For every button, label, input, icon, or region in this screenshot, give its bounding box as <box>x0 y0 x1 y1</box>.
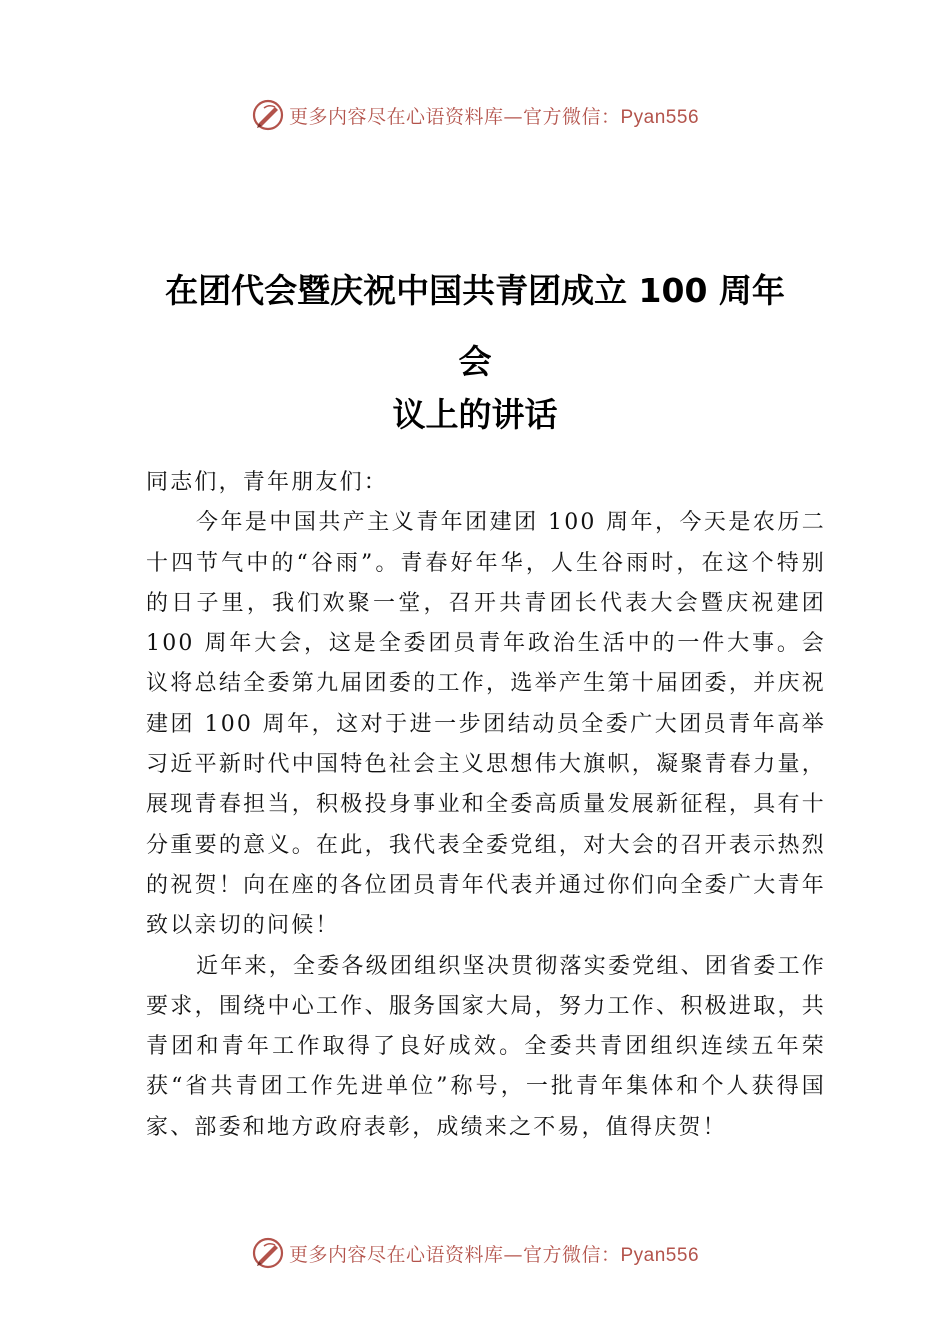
header-banner <box>0 95 950 135</box>
pen-logo-icon <box>251 98 285 132</box>
footer-banner-text: 更多内容尽在心语资料库—官方微信： <box>288 1243 621 1266</box>
document-body <box>146 463 826 1148</box>
footer-banner <box>0 1233 950 1273</box>
document-title-line2: 会 <box>458 342 492 381</box>
paragraph-1: 今年是中国共产主义青年团建团 100 周年，今天是农历二十四节气中的“谷雨”。青春好年华，人生谷雨时，在这个特别的日子里，我们欢聚一堂，召开共青团长代表大会暨庆祝建团 100 周年大会，这是全委团员青年政治生活中的一件大事。会议将总结全委第九届团委的工作，选举产生第十届团委，并庆祝建团 100 周年，这对于进一步团结动员全委广大团员青年高举习近平新时代中国特色社会主义思想伟大旗帜，凝聚青春力量，展现青春担当，积极投身事业和全委高质量发展新征程，具有十分重要的意义。在此，我代表全委党组，对大会的召开表示热烈的祝贺！向在座的各位团员青年代表并通过你们向全委广大青年致以亲切的问候！ <box>146 510 826 939</box>
document-title-line1: 在团代会暨庆祝中国共青团成立 100 周年 <box>165 271 785 310</box>
paragraph-2: 近年来，全委各级团组织坚决贯彻落实委党组、团省委工作要求，围绕中心工作、服务国家大局，努力工作、积极进取，共青团和青年工作取得了良好成效。全委共青团组织连续五年荣获“省共青团工作先进单位”称号，一批青年集体和个人获得国家、部委和地方政府表彰，成绩来之不易，值得庆贺！ <box>146 953 826 1140</box>
footer-wechat-id: Pyan556 <box>620 1244 700 1266</box>
header-wechat-id: Pyan556 <box>620 106 700 128</box>
document-title-line3: 议上的讲话 <box>392 395 558 434</box>
pen-logo-icon <box>251 1236 285 1270</box>
header-banner-text: 更多内容尽在心语资料库—官方微信： <box>288 105 621 128</box>
greeting: 同志们，青年朋友们： <box>146 470 389 495</box>
